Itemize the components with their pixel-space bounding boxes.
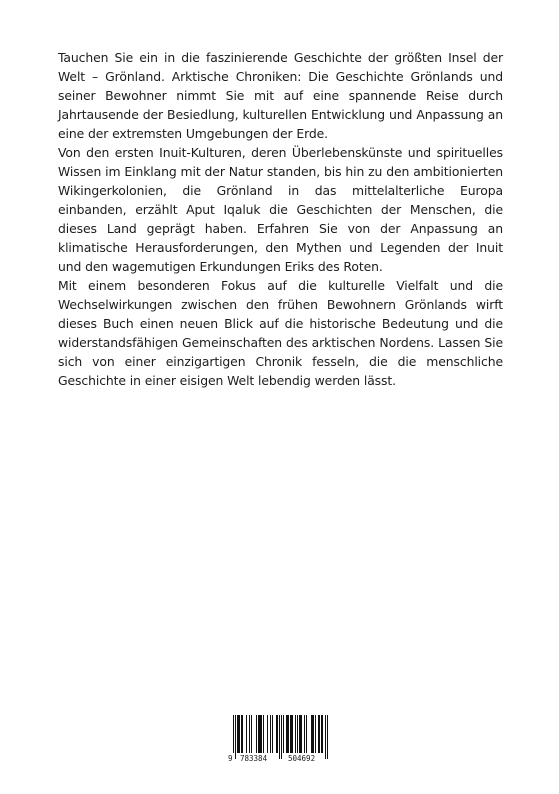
barcode-bar [321, 715, 322, 753]
barcode-bar [276, 715, 277, 753]
blurb-paragraph-intro: Tauchen Sie ein in die faszinierende Geschichte der größten Insel der Welt – Grönland. Arktische Chroniken: Die Geschichte Grönlands und seiner Bewohner nimmt Sie mit auf eine spannende Reise durch Jahrtausende der Besiedlung, kulturellen Entwicklung und Anpassung an eine der extremsten Umgebungen der Erde. [58, 50, 503, 141]
barcode-bar [295, 715, 296, 753]
blurb-paragraph-focus: Mit einem besonderen Fokus auf die kulturelle Vielfalt und die Wechselwirkungen zwischen den frühen Bewohnern Grönlands wirft dieses Buch einen neuen Blick auf die historische Bedeutung und die widerstandsfähigen Gemeinschaften des arktischen Nordens. Lassen Sie sich von einer einzigartigen Chronik fesseln, die die menschliche Geschichte in einer eisigen Welt lebendig werden lässt. [58, 278, 503, 388]
barcode-bar [313, 715, 314, 753]
barcode-bar [270, 715, 271, 753]
isbn-barcode [227, 715, 331, 767]
barcode-bar [297, 715, 298, 753]
barcode-bar [261, 715, 262, 753]
barcode-bar [312, 715, 313, 753]
barcode-bar [286, 715, 287, 753]
barcode-first-digit: 9 [228, 754, 233, 763]
barcode-bar [246, 715, 247, 753]
barcode-bar [290, 715, 291, 753]
barcode-bar [301, 715, 302, 753]
barcode-bar [319, 715, 320, 753]
barcode-bar [267, 715, 268, 753]
barcode-bar [292, 715, 293, 753]
back-cover-blurb [58, 48, 503, 390]
barcode-bar [251, 715, 252, 753]
barcode-bar [249, 715, 250, 753]
barcode-bar [237, 715, 238, 753]
barcode-bar [241, 715, 242, 753]
barcode-bar [288, 715, 289, 753]
barcode-bar [260, 715, 261, 753]
barcode-bar [242, 715, 243, 753]
barcode-bar [287, 715, 288, 753]
barcode-bar [277, 715, 278, 753]
barcode-bar [272, 715, 273, 753]
barcode-bar [291, 715, 292, 753]
barcode-bar [311, 715, 312, 753]
barcode-bar [263, 715, 264, 753]
barcode-bar [299, 715, 300, 753]
barcode-bar [283, 715, 284, 753]
blurb-paragraph-cultures: Von den ersten Inuit-Kulturen, deren Überlebenskünste und spirituelles Wissen im Einklang mit der Natur standen, bis hin zu den ambitionierten Wikingerkolonien, die Grönland in das mittelalterliche Europa einbanden, erzählt Aput Iqaluk die Geschichten der Menschen, die dieses Land geprägt haben. Erfahren Sie von der Anpassung an klimatische Herausforderungen, den Mythen und Legenden der Inuit und den wagemutigen Erkundungen Eriks des Roten. [58, 145, 503, 274]
barcode-bar [318, 715, 319, 753]
barcode-left-group: 783384 [240, 754, 268, 763]
barcode-bar [259, 715, 260, 753]
barcode-bar [256, 715, 257, 753]
barcode-bar [306, 715, 307, 753]
barcode-bar [238, 715, 239, 753]
barcode-bar [322, 715, 323, 753]
barcode-bar [239, 715, 240, 753]
barcode-bar [258, 715, 259, 753]
barcode-bar [315, 715, 316, 753]
barcode-bar [300, 715, 301, 753]
barcode-bar [304, 715, 305, 753]
barcode-right-group: 504692 [288, 754, 316, 763]
barcode-digits [227, 753, 331, 765]
